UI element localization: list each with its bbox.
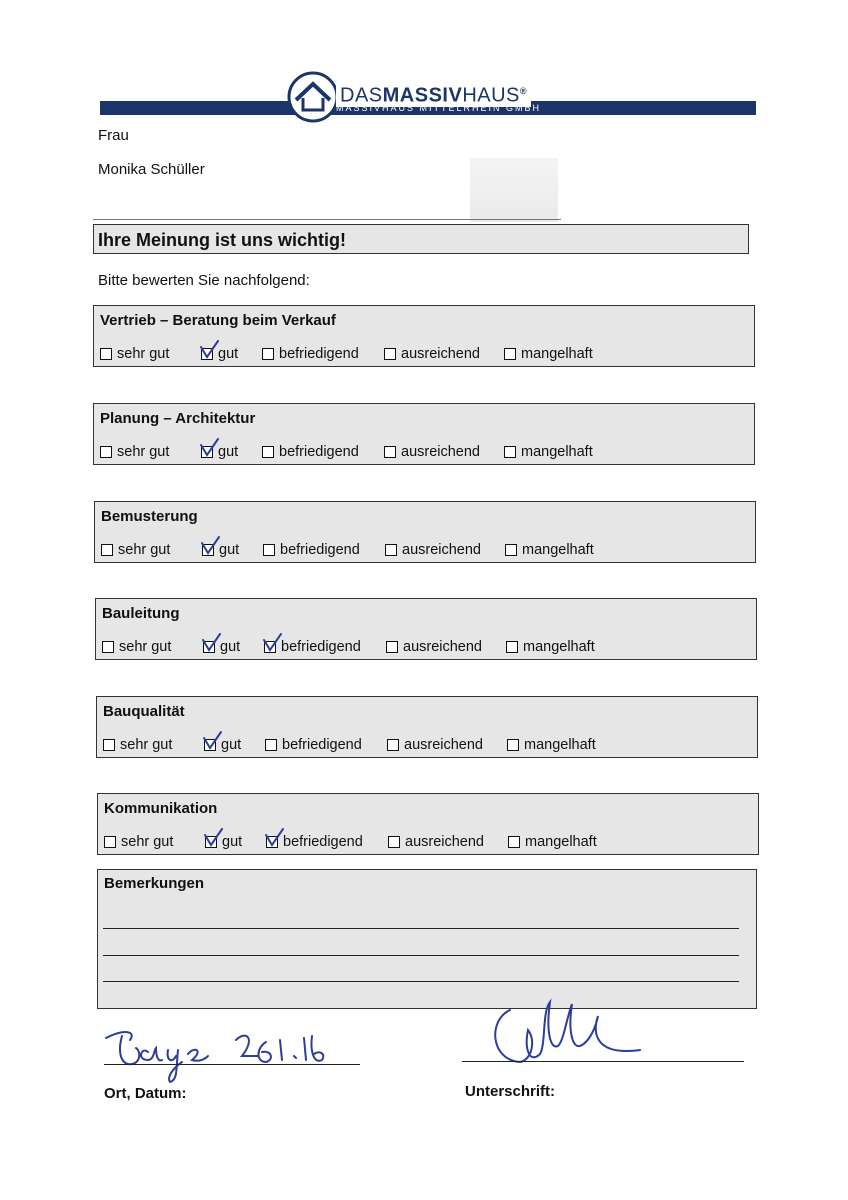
rating-section bbox=[95, 598, 757, 660]
house-logo-icon bbox=[286, 70, 340, 124]
rating-checkbox[interactable] bbox=[263, 544, 275, 556]
rating-option[interactable] bbox=[262, 444, 359, 460]
rating-checkbox[interactable] bbox=[265, 739, 277, 751]
rating-checkbox[interactable] bbox=[385, 544, 397, 556]
rating-option-label: sehr gut bbox=[119, 639, 172, 655]
rating-option-label: befriedigend bbox=[279, 444, 359, 460]
rating-option-label: gut bbox=[218, 346, 239, 362]
rating-checkbox[interactable] bbox=[507, 739, 519, 751]
rating-checkbox[interactable] bbox=[506, 641, 518, 653]
handwritten-check-icon bbox=[201, 730, 223, 752]
rating-option-label: mangelhaft bbox=[521, 346, 593, 362]
rating-option-label: gut bbox=[218, 444, 239, 460]
rating-option-label: gut bbox=[221, 737, 242, 753]
rating-checkbox[interactable] bbox=[262, 348, 274, 360]
place-date-label: Ort, Datum: bbox=[104, 1085, 187, 1102]
rating-option[interactable] bbox=[201, 346, 238, 362]
rating-option[interactable] bbox=[384, 346, 480, 362]
rating-option-label: sehr gut bbox=[118, 542, 171, 558]
rating-option-label: mangelhaft bbox=[524, 737, 596, 753]
rating-option[interactable] bbox=[203, 639, 240, 655]
rating-checkbox[interactable] bbox=[103, 739, 115, 751]
rating-option[interactable] bbox=[205, 834, 242, 850]
rating-option-label: sehr gut bbox=[117, 444, 170, 460]
remarks-line[interactable] bbox=[103, 955, 739, 956]
rating-checkbox[interactable] bbox=[201, 348, 213, 360]
rating-option-label: ausreichend bbox=[404, 737, 483, 753]
rating-checkbox[interactable] bbox=[264, 641, 276, 653]
rating-option[interactable] bbox=[388, 834, 484, 850]
remarks-line[interactable] bbox=[103, 981, 739, 982]
rating-option[interactable] bbox=[504, 444, 593, 460]
rating-section-title: Bauleitung bbox=[102, 605, 180, 622]
rating-option[interactable] bbox=[505, 542, 594, 558]
rating-option[interactable] bbox=[201, 444, 238, 460]
rating-option-label: befriedigend bbox=[283, 834, 363, 850]
handwritten-check-icon bbox=[261, 632, 283, 654]
rating-checkbox[interactable] bbox=[384, 446, 396, 458]
rating-option[interactable] bbox=[264, 639, 361, 655]
signature-handwriting bbox=[480, 990, 650, 1070]
rating-option[interactable] bbox=[386, 639, 482, 655]
rating-checkbox[interactable] bbox=[104, 836, 116, 848]
recipient-name: Monika Schüller bbox=[98, 161, 205, 178]
rating-checkbox[interactable] bbox=[266, 836, 278, 848]
rating-checkbox[interactable] bbox=[203, 641, 215, 653]
rating-option[interactable] bbox=[104, 834, 173, 850]
address-divider bbox=[93, 219, 561, 220]
remarks-line[interactable] bbox=[103, 928, 739, 929]
brand-logo-text: DASMASSIVHAUS® bbox=[336, 80, 531, 107]
rating-option-label: befriedigend bbox=[280, 542, 360, 558]
signature-line[interactable] bbox=[462, 1061, 744, 1062]
rating-option-label: mangelhaft bbox=[521, 444, 593, 460]
recipient-salutation: Frau bbox=[98, 127, 129, 144]
place-date-line[interactable] bbox=[104, 1064, 360, 1065]
rating-checkbox[interactable] bbox=[505, 544, 517, 556]
rating-option-label: ausreichend bbox=[402, 542, 481, 558]
handwritten-check-icon bbox=[198, 437, 220, 459]
rating-option[interactable] bbox=[262, 346, 359, 362]
rating-option-label: sehr gut bbox=[120, 737, 173, 753]
rating-option[interactable] bbox=[507, 737, 596, 753]
rating-option[interactable] bbox=[265, 737, 362, 753]
rating-option[interactable] bbox=[100, 444, 169, 460]
rating-option-label: gut bbox=[220, 639, 241, 655]
rating-section bbox=[96, 696, 758, 758]
rating-option[interactable] bbox=[504, 346, 593, 362]
rating-option[interactable] bbox=[266, 834, 363, 850]
rating-option[interactable] bbox=[102, 639, 171, 655]
rating-checkbox[interactable] bbox=[504, 446, 516, 458]
form-title: Ihre Meinung ist uns wichtig! bbox=[98, 230, 347, 250]
rating-checkbox[interactable] bbox=[508, 836, 520, 848]
rating-option[interactable] bbox=[101, 542, 170, 558]
form-intro: Bitte bewerten Sie nachfolgend: bbox=[98, 272, 310, 289]
rating-checkbox[interactable] bbox=[102, 641, 114, 653]
rating-checkbox[interactable] bbox=[100, 446, 112, 458]
rating-option[interactable] bbox=[506, 639, 595, 655]
brand-subtitle: MASSIVHAUS MITTELRHEIN GMBH bbox=[336, 103, 542, 113]
rating-option-label: gut bbox=[219, 542, 240, 558]
rating-section-title: Vertrieb – Beratung beim Verkauf bbox=[100, 312, 336, 329]
rating-checkbox[interactable] bbox=[262, 446, 274, 458]
rating-option-label: gut bbox=[222, 834, 243, 850]
rating-option[interactable] bbox=[263, 542, 360, 558]
rating-option[interactable] bbox=[508, 834, 597, 850]
rating-option-label: mangelhaft bbox=[522, 542, 594, 558]
rating-option[interactable] bbox=[385, 542, 481, 558]
rating-option-label: ausreichend bbox=[401, 346, 480, 362]
rating-checkbox[interactable] bbox=[387, 739, 399, 751]
rating-checkbox[interactable] bbox=[386, 641, 398, 653]
rating-option[interactable] bbox=[103, 737, 172, 753]
handwritten-check-icon bbox=[202, 827, 224, 849]
rating-option[interactable] bbox=[100, 346, 169, 362]
rating-checkbox[interactable] bbox=[388, 836, 400, 848]
rating-section bbox=[97, 793, 759, 855]
rating-checkbox[interactable] bbox=[100, 348, 112, 360]
rating-option-label: sehr gut bbox=[121, 834, 174, 850]
rating-checkbox[interactable] bbox=[201, 446, 213, 458]
rating-section bbox=[94, 501, 756, 563]
rating-option-label: sehr gut bbox=[117, 346, 170, 362]
signature-label: Unterschrift: bbox=[465, 1083, 556, 1100]
rating-option-label: befriedigend bbox=[282, 737, 362, 753]
rating-section-title: Bemusterung bbox=[101, 508, 198, 525]
rating-checkbox[interactable] bbox=[204, 739, 216, 751]
rating-option-label: befriedigend bbox=[281, 639, 361, 655]
rating-section bbox=[93, 305, 755, 367]
handwritten-check-icon bbox=[263, 827, 285, 849]
rating-checkbox[interactable] bbox=[384, 348, 396, 360]
rating-option[interactable] bbox=[202, 542, 239, 558]
handwritten-check-icon bbox=[199, 535, 221, 557]
handwritten-check-icon bbox=[198, 339, 220, 361]
rating-checkbox[interactable] bbox=[205, 836, 217, 848]
rating-option-label: ausreichend bbox=[401, 444, 480, 460]
handwritten-check-icon bbox=[200, 632, 222, 654]
rating-option-label: ausreichend bbox=[405, 834, 484, 850]
rating-section bbox=[93, 403, 755, 465]
rating-option[interactable] bbox=[204, 737, 241, 753]
rating-option-label: ausreichend bbox=[403, 639, 482, 655]
rating-option-label: mangelhaft bbox=[523, 639, 595, 655]
rating-option-label: mangelhaft bbox=[525, 834, 597, 850]
rating-checkbox[interactable] bbox=[202, 544, 214, 556]
scan-artifact bbox=[470, 158, 558, 222]
rating-checkbox[interactable] bbox=[101, 544, 113, 556]
rating-checkbox[interactable] bbox=[504, 348, 516, 360]
rating-option[interactable] bbox=[384, 444, 480, 460]
rating-section-title: Kommunikation bbox=[104, 800, 218, 817]
remarks-title: Bemerkungen bbox=[104, 875, 205, 892]
rating-section-title: Bauqualität bbox=[103, 703, 185, 720]
rating-option-label: befriedigend bbox=[279, 346, 359, 362]
rating-section-title: Planung – Architektur bbox=[100, 410, 256, 427]
rating-option[interactable] bbox=[387, 737, 483, 753]
place-date-handwriting bbox=[96, 1016, 366, 1086]
